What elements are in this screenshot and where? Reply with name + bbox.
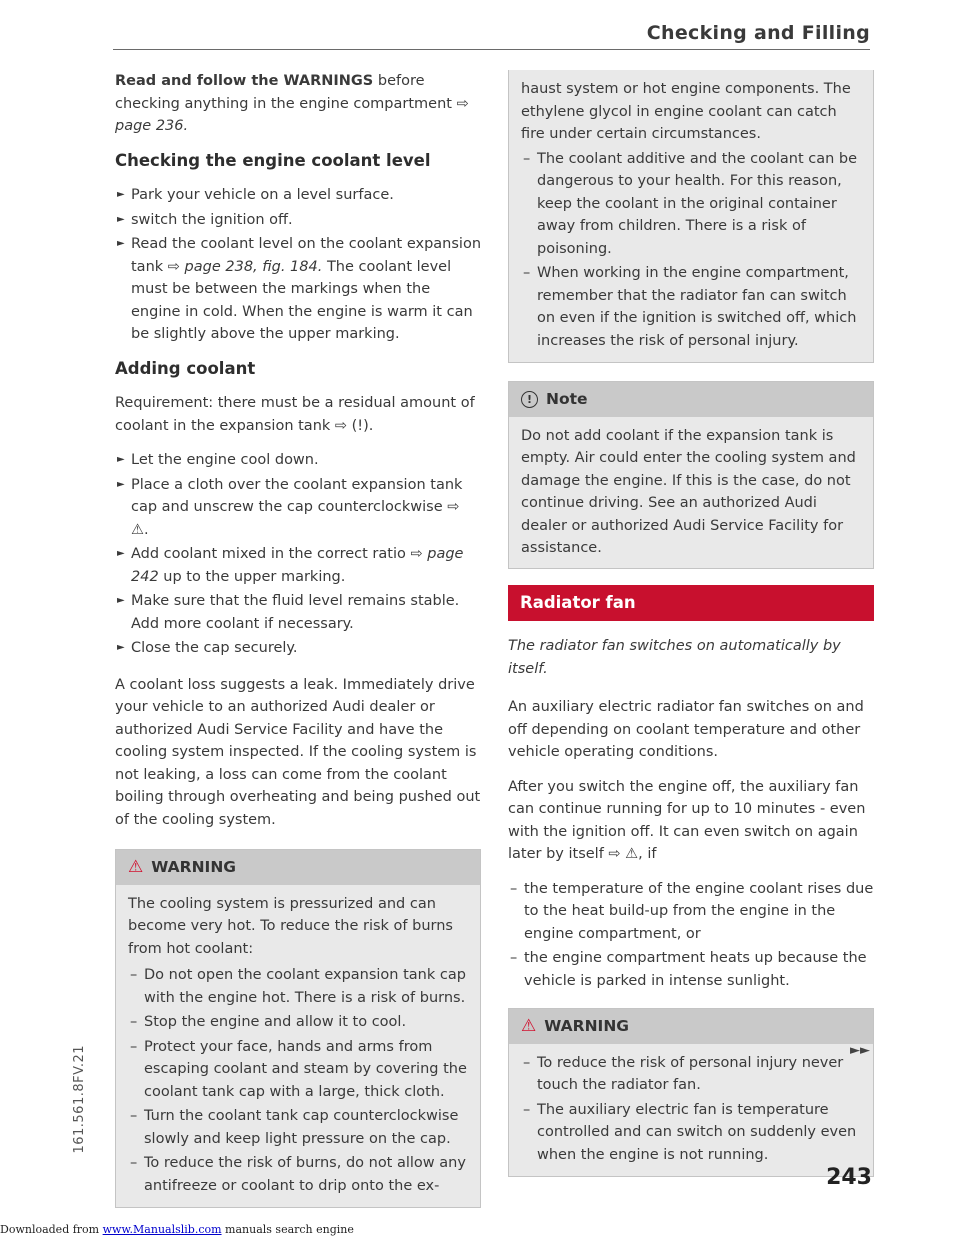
step-text: Place a cloth over the coolant expansion tank cap and unscrew the cap counterclockwise ⇨ ⚠. [131, 476, 463, 538]
add-step-5 [115, 637, 481, 660]
step-text: Let the engine cool down. [131, 452, 319, 468]
warning-header [116, 850, 480, 885]
section-title-radiator-fan: Radiator fan [508, 585, 874, 622]
right-column [508, 70, 874, 1189]
warning-item-text: To reduce the risk of personal injury never touch the radiator fan. [537, 1054, 844, 1093]
fan-condition-text: the engine compartment heats up because the vehicle is parked in intense sunlight. [524, 950, 867, 989]
warning-title: WARNING [151, 858, 237, 876]
header-rule [113, 49, 870, 50]
warning-triangle-icon: ⚠ [521, 1016, 537, 1036]
intro-text: before checking anything in the engine compartment [115, 73, 457, 112]
warning-item: – To reduce the risk of personal injury never touch the radiator fan. [523, 1054, 844, 1093]
step-text: Park your vehicle on a level surface. [131, 187, 394, 203]
warning-item: – When working in the engine compartment, remember that the radiator fan can switch on even if the ignition is switched off, which increases the risk of personal injury. [523, 265, 857, 349]
step-arrow-icon: ► [117, 454, 125, 465]
warning-intro: The cooling system is pressurized and can become very hot. To reduce the risk of burns from hot coolant: [128, 895, 453, 957]
warning-item-text: Do not open the coolant expansion tank cap with the engine hot. There is a risk of burns. [144, 967, 466, 1006]
intro-page-ref[interactable]: ⇨ page 236. [115, 95, 469, 134]
step-text: Read the coolant level on the coolant expansion tank [131, 236, 482, 275]
step-arrow-icon: ► [117, 189, 125, 200]
page-header-title: Checking and Filling [646, 22, 870, 44]
coolant-loss-paragraph: A coolant loss suggests a leak. Immediately drive your vehicle to an authorized Audi dealer or authorized Audi Service Facility and have the cooling system inspected. If the cooling system is not leaking, a loss can come from the coolant boiling through overheating and being pushed out of the cooling system. [115, 676, 481, 828]
step-text: Add coolant mixed in the correct ratio [131, 546, 411, 562]
download-footer [0, 1223, 354, 1236]
heading-checking-coolant: Checking the engine coolant level [115, 150, 431, 170]
step-text-cont: The coolant level must be between the markings when the engine in cold. When the engine is warm it can be slightly above the upper marking. [131, 258, 473, 342]
footer-suffix: manuals search engine [221, 1223, 354, 1236]
check-step-3 [115, 233, 481, 346]
intro-bold: Read and follow the WARNINGS [115, 73, 374, 89]
step-arrow-icon: ► [117, 478, 125, 490]
note-info-icon: ! [521, 391, 538, 408]
check-step-1 [115, 184, 481, 207]
add-requirement: Requirement: there must be a residual amount of coolant in the expansion tank ⇨ (!). [115, 395, 475, 434]
warning-continued-body [509, 70, 873, 362]
fan-condition-item: – the temperature of the engine coolant rises due to the heat build-up from the engine in the engine compartment, or [510, 880, 874, 942]
note-body [509, 417, 873, 568]
continue-arrow-icon: ►► [850, 1043, 870, 1058]
warning-item-text: When working in the engine compartment, remember that the radiator fan can switch on even if the ignition is switched off, which increases the risk of personal injury. [537, 265, 857, 349]
warning-item: – The auxiliary electric fan is temperature controlled and can switch on suddenly even when the engine is not running. [523, 1101, 857, 1163]
section-intro: The radiator fan switches on automatically by itself. [508, 638, 841, 677]
add-step-3 [115, 543, 481, 588]
warning-item: – Do not open the coolant expansion tank cap with the engine hot. There is a risk of burns. [130, 967, 466, 1006]
step-arrow-icon: ► [117, 548, 125, 559]
warning-item-text: The auxiliary electric fan is temperature controlled and can switch on suddenly even when the engine is not running. [537, 1101, 857, 1163]
warning-item-text: Stop the engine and allow it to cool. [144, 1014, 407, 1030]
note-title: Note [546, 390, 588, 408]
heading-adding-coolant: Adding coolant [115, 358, 256, 378]
step-text: Close the cap securely. [131, 640, 298, 656]
warning-item-text: To reduce the risk of burns, do not allow any antifreeze or coolant to drip onto the ex- [144, 1155, 466, 1194]
document-code: 161.561.8FV.21 [72, 1045, 87, 1154]
step-text: switch the ignition off. [131, 211, 293, 228]
fan-condition-text: the temperature of the engine coolant rises due to the heat build-up from the engine in the engine compartment, or [524, 880, 874, 942]
note-box [508, 381, 874, 569]
warning-header [509, 1009, 873, 1044]
page-number: 243 [826, 1165, 872, 1190]
step-text-cont: up to the upper marking. [158, 568, 346, 585]
warning-item: – To reduce the risk of burns, do not allow any antifreeze or coolant to drip onto the ex- [130, 1155, 466, 1194]
check-step-2 [115, 209, 481, 232]
warning-item: – Stop the engine and allow it to cool. [130, 1014, 407, 1030]
warning-box-coolant [115, 849, 481, 1208]
fan-condition-item: – the engine compartment heats up because the vehicle is parked in intense sunlight. [510, 950, 867, 989]
intro-paragraph [115, 70, 481, 138]
warning-title: WARNING [544, 1017, 630, 1035]
warning-box-continued [508, 70, 874, 363]
step-arrow-icon: ► [117, 238, 125, 249]
warning-item-text: Protect your face, hands and arms from escaping coolant and steam by covering the coolant tank cap with a large, thick cloth. [144, 1038, 467, 1100]
step-arrow-icon: ► [117, 642, 125, 653]
step-text: Make sure that the fluid level remains stable. Add more coolant if necessary. [131, 593, 460, 632]
warning-item-text: The coolant additive and the coolant can be dangerous to your health. For this reason, keep the coolant in the original container away from children. There is a risk of poisoning. [537, 150, 858, 257]
footer-prefix: Downloaded from [0, 1223, 103, 1236]
note-text: Do not add coolant if the expansion tank is empty. Air could enter the cooling system and damage the engine. If this is the case, do not continue driving. See an authorized Audi dealer or authorized Audi Service Facility for assistance. [521, 427, 856, 556]
step-arrow-icon: ► [117, 595, 125, 606]
warning-item-text: Turn the coolant tank cap counterclockwise slowly and keep light pressure on the cap. [144, 1108, 459, 1147]
warning-body [116, 885, 480, 1208]
warning-continued-text: haust system or hot engine components. The ethylene glycol in engine coolant can catch fire under certain circumstances. [521, 81, 851, 142]
warning-item: – Protect your face, hands and arms from escaping coolant and steam by covering the coolant tank cap with a large, thick cloth. [130, 1038, 467, 1100]
add-step-4 [115, 590, 481, 635]
fan-paragraph-2: After you switch the engine off, the auxiliary fan can continue running for up to 10 minutes - even with the ignition off. It can even switch on again later by itself ⇨ ⚠, if [508, 778, 866, 862]
fan-paragraph-1: An auxiliary electric radiator fan switches on and off depending on coolant temperature and other vehicle operating conditions. [508, 699, 864, 760]
warning-box-fan [508, 1008, 874, 1177]
warning-triangle-icon: ⚠ [128, 857, 144, 877]
check-step-page-ref[interactable]: ⇨ page 238, fig. 184. [167, 258, 323, 275]
add-step-page-ref[interactable]: ⇨ page 242 [131, 546, 464, 585]
warning-item: – The coolant additive and the coolant can be dangerous to your health. For this reason, keep the coolant in the original container away from children. There is a risk of poisoning. [523, 150, 858, 257]
warning-item: – Turn the coolant tank cap counterclockwise slowly and keep light pressure on the cap. [130, 1108, 459, 1147]
add-step-1 [115, 449, 481, 472]
warning-body [509, 1044, 873, 1177]
note-header [509, 382, 873, 417]
step-arrow-icon: ► [117, 213, 125, 225]
left-column [115, 70, 481, 1220]
add-step-2 [115, 474, 481, 542]
manualslib-link[interactable]: www.Manualslib.com [102, 1223, 222, 1236]
